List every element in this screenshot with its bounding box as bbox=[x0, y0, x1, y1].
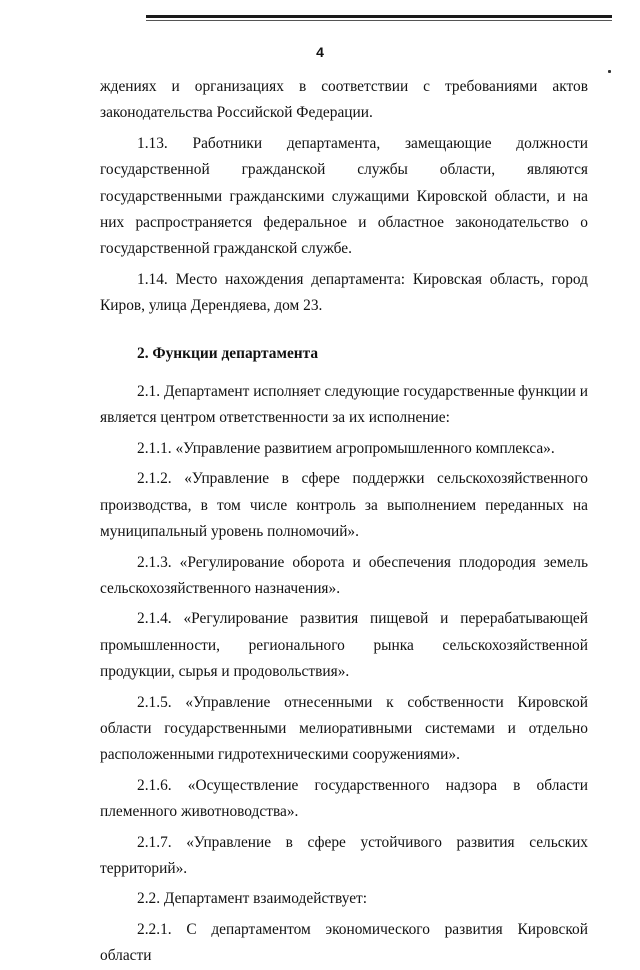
document-body bbox=[100, 74, 588, 970]
paragraph-2-1: 2.1. Департамент исполняет следующие государственные функции и является центром ответственности за их исполнение: bbox=[100, 383, 588, 427]
paragraph-2-1-5: 2.1.5. «Управление отнесенными к собственности Кировской области государственными мелиоративными системами и отдельно расположенными гидротехническими сооружениями». bbox=[100, 693, 588, 764]
paragraph-1-14: 1.14. Место нахождения департамента: Кировская область, город Киров, улица Дерендяева, дом 23. bbox=[100, 270, 588, 315]
paragraph-2-1-2: 2.1.2. «Управление в сфере поддержки сельскохозяйственного производства, в том числе контроль за выполнением переданных на муниципальный уровень полномочий». bbox=[100, 470, 588, 541]
paragraph-2-1-4: 2.1.4. «Регулирование развития пищевой и перерабатывающей промышленности, регионального рынка сельскохозяйственной продукции, сырья и продовольствия». bbox=[100, 610, 588, 681]
paragraph-2-1-7: 2.1.7. «Управление в сфере устойчивого развития сельских территорий». bbox=[100, 833, 588, 877]
paragraph-2-1-6: 2.1.6. «Осуществление государственного надзора в области племенного животноводства». bbox=[100, 776, 588, 821]
top-rule-thin bbox=[146, 20, 612, 21]
paragraph-1-13: 1.13. Работники департамента, замещающие должности государственной гражданской службы области, являются государственными гражданскими служащими Кировской области, и на них распространяется федеральное и областное законодательство о государственной гражданской службе. bbox=[100, 134, 588, 258]
page-number: 4 bbox=[316, 44, 324, 60]
paragraph-2-2: 2.2. Департамент взаимодействует: bbox=[137, 890, 368, 908]
paragraph-2-1-1: 2.1.1. «Управление развитием агропромышленного комплекса». bbox=[137, 439, 555, 457]
scan-speck bbox=[608, 70, 611, 73]
paragraph-2-2-1: 2.2.1. С департаментом экономического развития Кировской области bbox=[100, 920, 588, 965]
paragraph-continuation: ждениях и организациях в соответствии с требованиями актов законодательства Российской Федерации. bbox=[100, 78, 588, 122]
section-heading: 2. Функции департамента bbox=[137, 344, 319, 362]
top-rule bbox=[146, 15, 612, 18]
paragraph-2-1-3: 2.1.3. «Регулирование оборота и обеспечения плодородия земель сельскохозяйственного назначения». bbox=[100, 553, 588, 597]
